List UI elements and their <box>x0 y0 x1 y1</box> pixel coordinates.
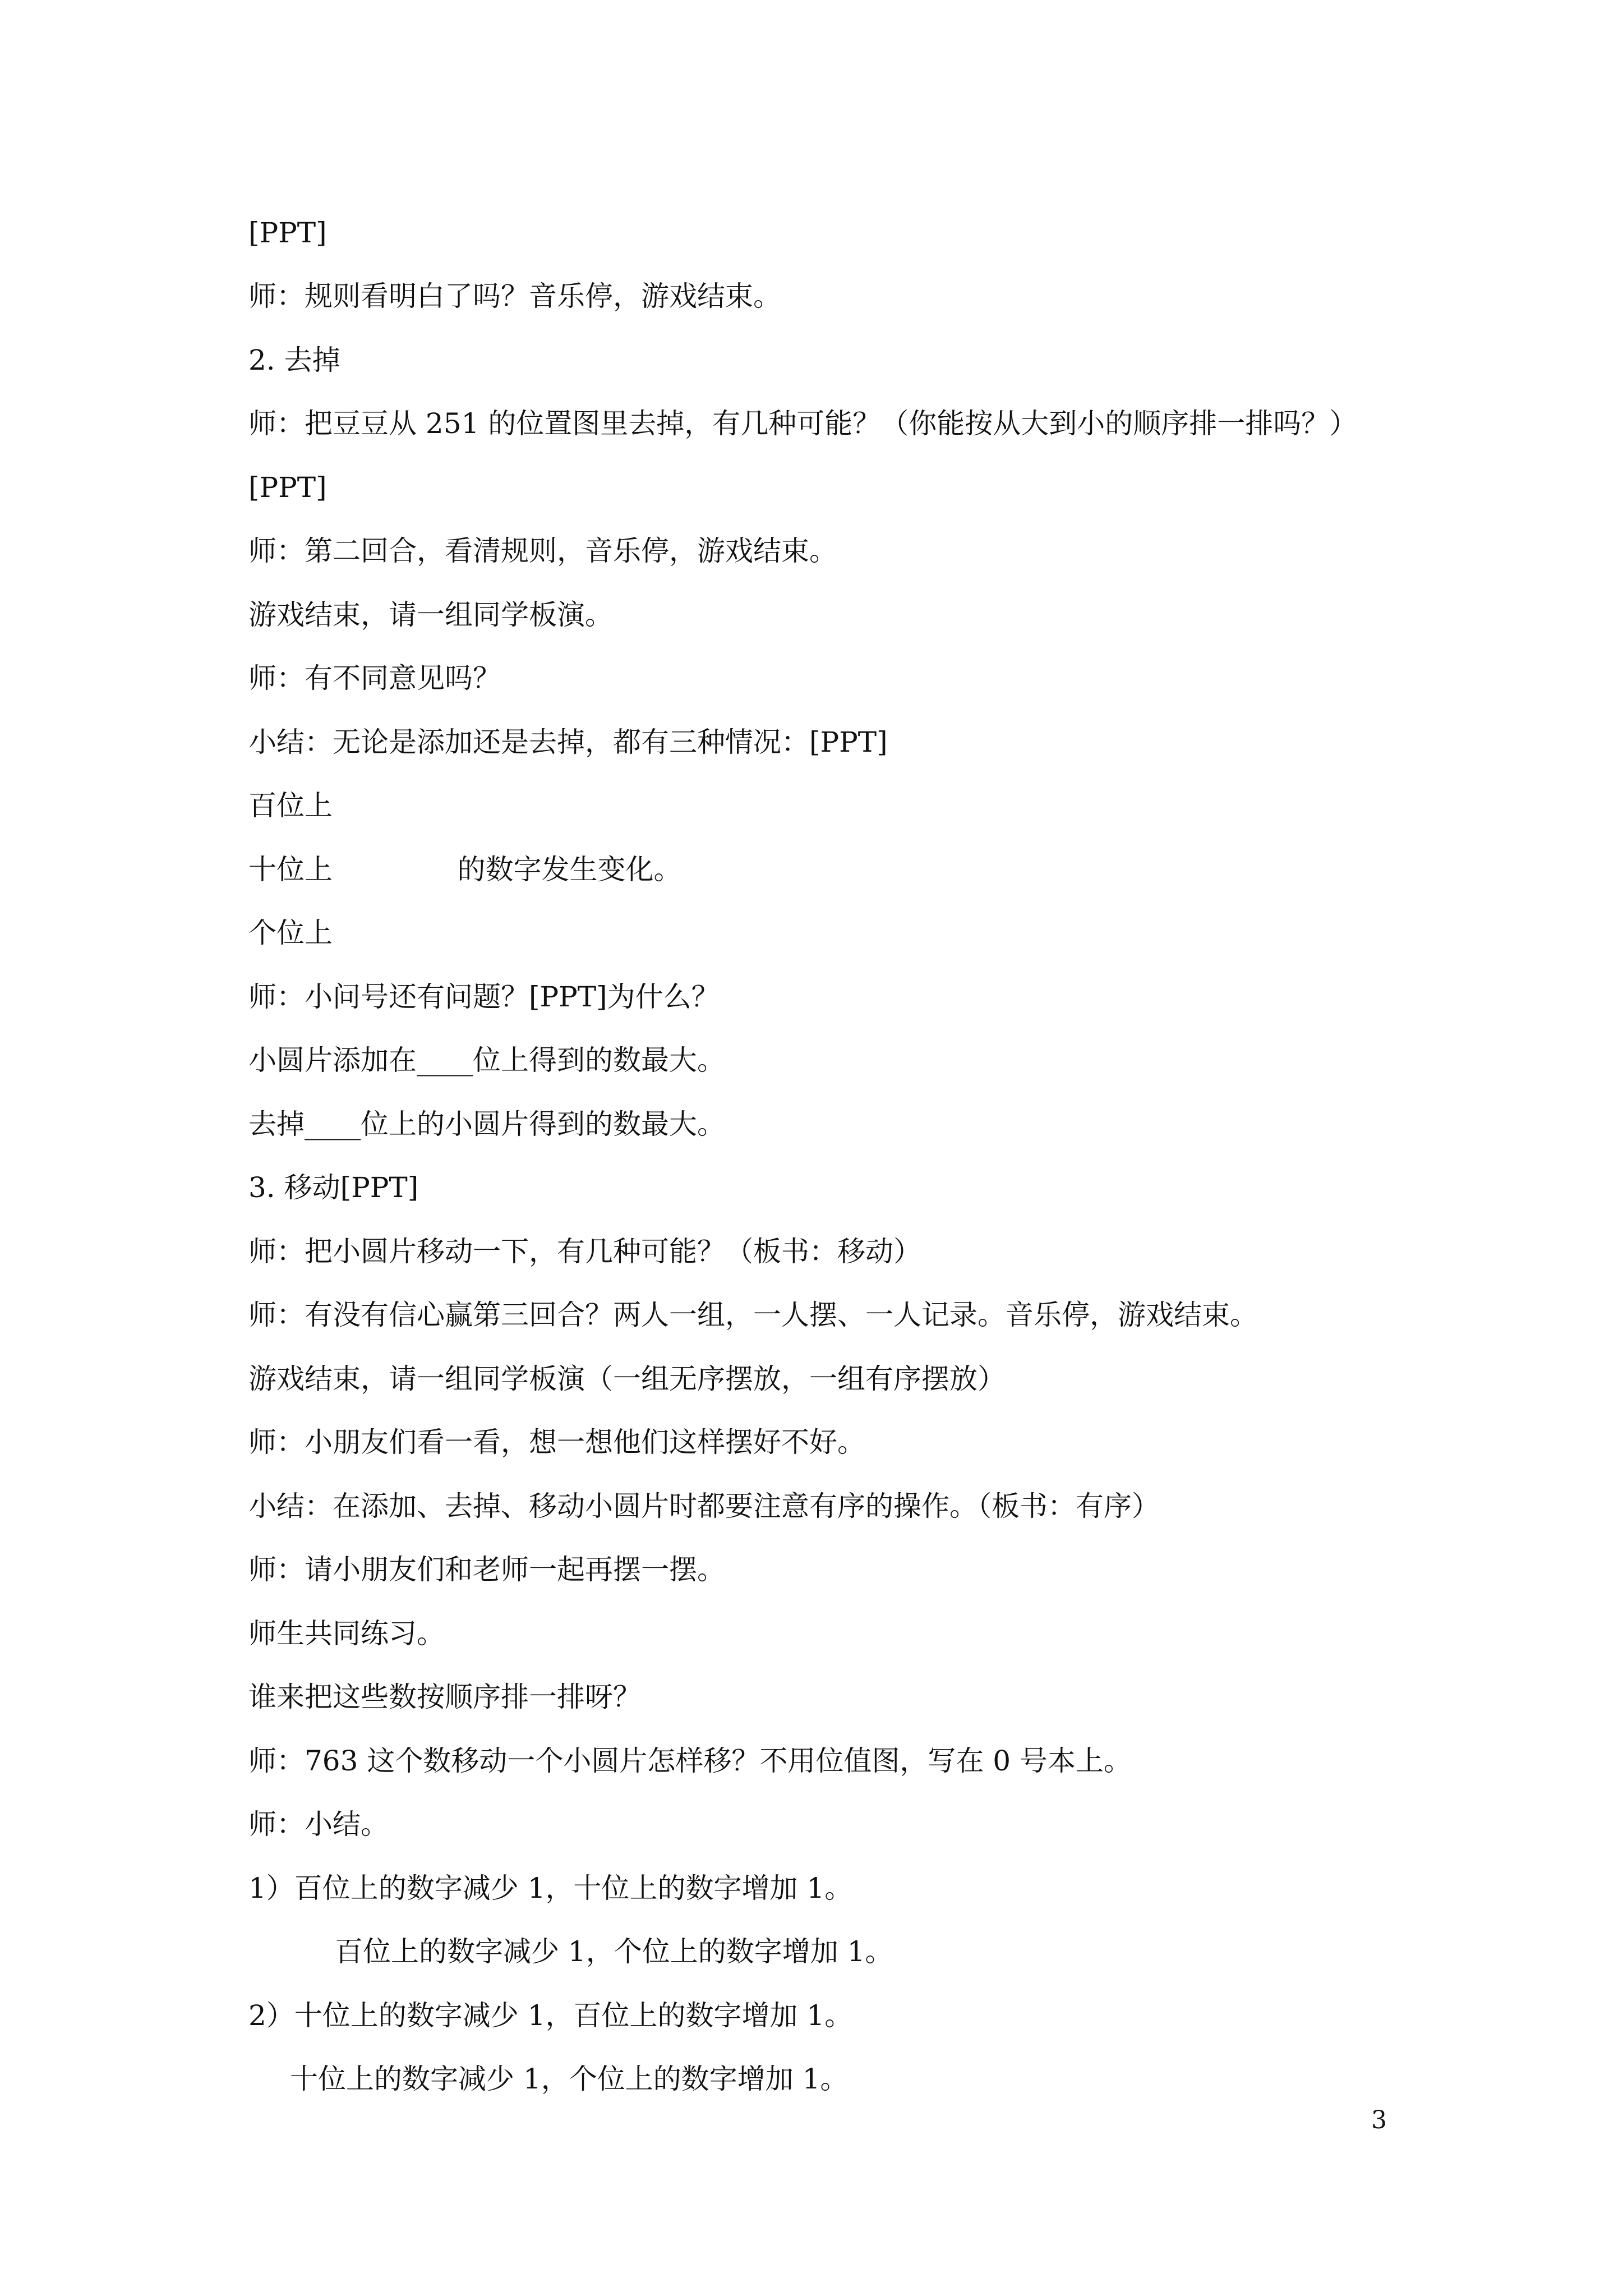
text-line-add-fill-blank: 小圆片添加在____位上得到的数最大。 <box>248 1044 725 1076</box>
text-line-teacher-round-two: 师：第二回合，看清规则，音乐停，游戏结束。 <box>248 535 837 567</box>
text-line-teacher-round-three: 师：有没有信心赢第三回合？两人一组，一人摆、一人记录。音乐停，游戏结束。 <box>248 1299 1258 1331</box>
text-line-rule-two: 2）十位上的数字减少 1，百位上的数字增加 1。 <box>248 1999 853 2032</box>
text-line-hundreds-place: 百位上 <box>248 789 333 822</box>
text-line-teacher-look: 师：小朋友们看一看，想一想他们这样摆好不好。 <box>248 1426 865 1458</box>
text-line-board-demo: 游戏结束，请一组同学板演。 <box>248 599 613 631</box>
text-line-remove-fill-blank: 去掉____位上的小圆片得到的数最大。 <box>248 1108 725 1140</box>
section-heading-remove: 2. 去掉 <box>248 344 340 376</box>
page-number: 3 <box>1371 2106 1387 2134</box>
text-line-ones-place: 个位上 <box>248 917 333 949</box>
text-line-teacher-763: 师：763 这个数移动一个小圆片怎样移？不用位值图，写在 0 号本上。 <box>248 1745 1132 1777</box>
text-line-summary-three-cases: 小结：无论是添加还是去掉，都有三种情况：[PPT] <box>248 726 888 758</box>
text-line-tens-place: 十位上 的数字发生变化。 <box>248 853 682 886</box>
text-line-teacher-remove-question: 师：把豆豆从 251 的位置图里去掉，有几种可能？（你能按从大到小的顺序排一排吗？） <box>248 407 1358 440</box>
text-line-summary-ordered: 小结：在添加、去掉、移动小圆片时都要注意有序的操作。（板书：有序） <box>248 1490 1160 1522</box>
text-line-sort-numbers: 谁来把这些数按顺序排一排呀？ <box>248 1681 641 1713</box>
text-line-ppt-marker: [PPT] <box>248 471 327 504</box>
text-line-joint-practice: 师生共同练习。 <box>248 1617 445 1650</box>
text-line-ppt-marker: [PPT] <box>248 217 327 249</box>
text-line-teacher-rules: 师：规则看明白了吗？音乐停，游戏结束。 <box>248 280 781 312</box>
text-line-rule-one: 1）百位上的数字减少 1，十位上的数字增加 1。 <box>248 1872 853 1904</box>
text-line-teacher-why: 师：小问号还有问题？[PPT]为什么？ <box>248 981 720 1013</box>
text-line-teacher-summary: 师：小结。 <box>248 1808 389 1841</box>
text-line-board-demo-ordered: 游戏结束，请一组同学板演（一组无序摆放，一组有序摆放） <box>248 1363 1006 1395</box>
text-line-rule-two-alt: 十位上的数字减少 1，个位上的数字增加 1。 <box>290 2063 849 2095</box>
text-line-teacher-disagree: 师：有不同意见吗？ <box>248 662 501 694</box>
text-line-teacher-practice: 师：请小朋友们和老师一起再摆一摆。 <box>248 1553 725 1586</box>
section-heading-move: 3. 移动[PPT] <box>248 1171 419 1204</box>
text-line-rule-one-alt: 百位上的数字减少 1，个位上的数字增加 1。 <box>335 1935 893 1968</box>
text-line-teacher-move-question: 师：把小圆片移动一下，有几种可能？（板书：移动） <box>248 1235 921 1268</box>
